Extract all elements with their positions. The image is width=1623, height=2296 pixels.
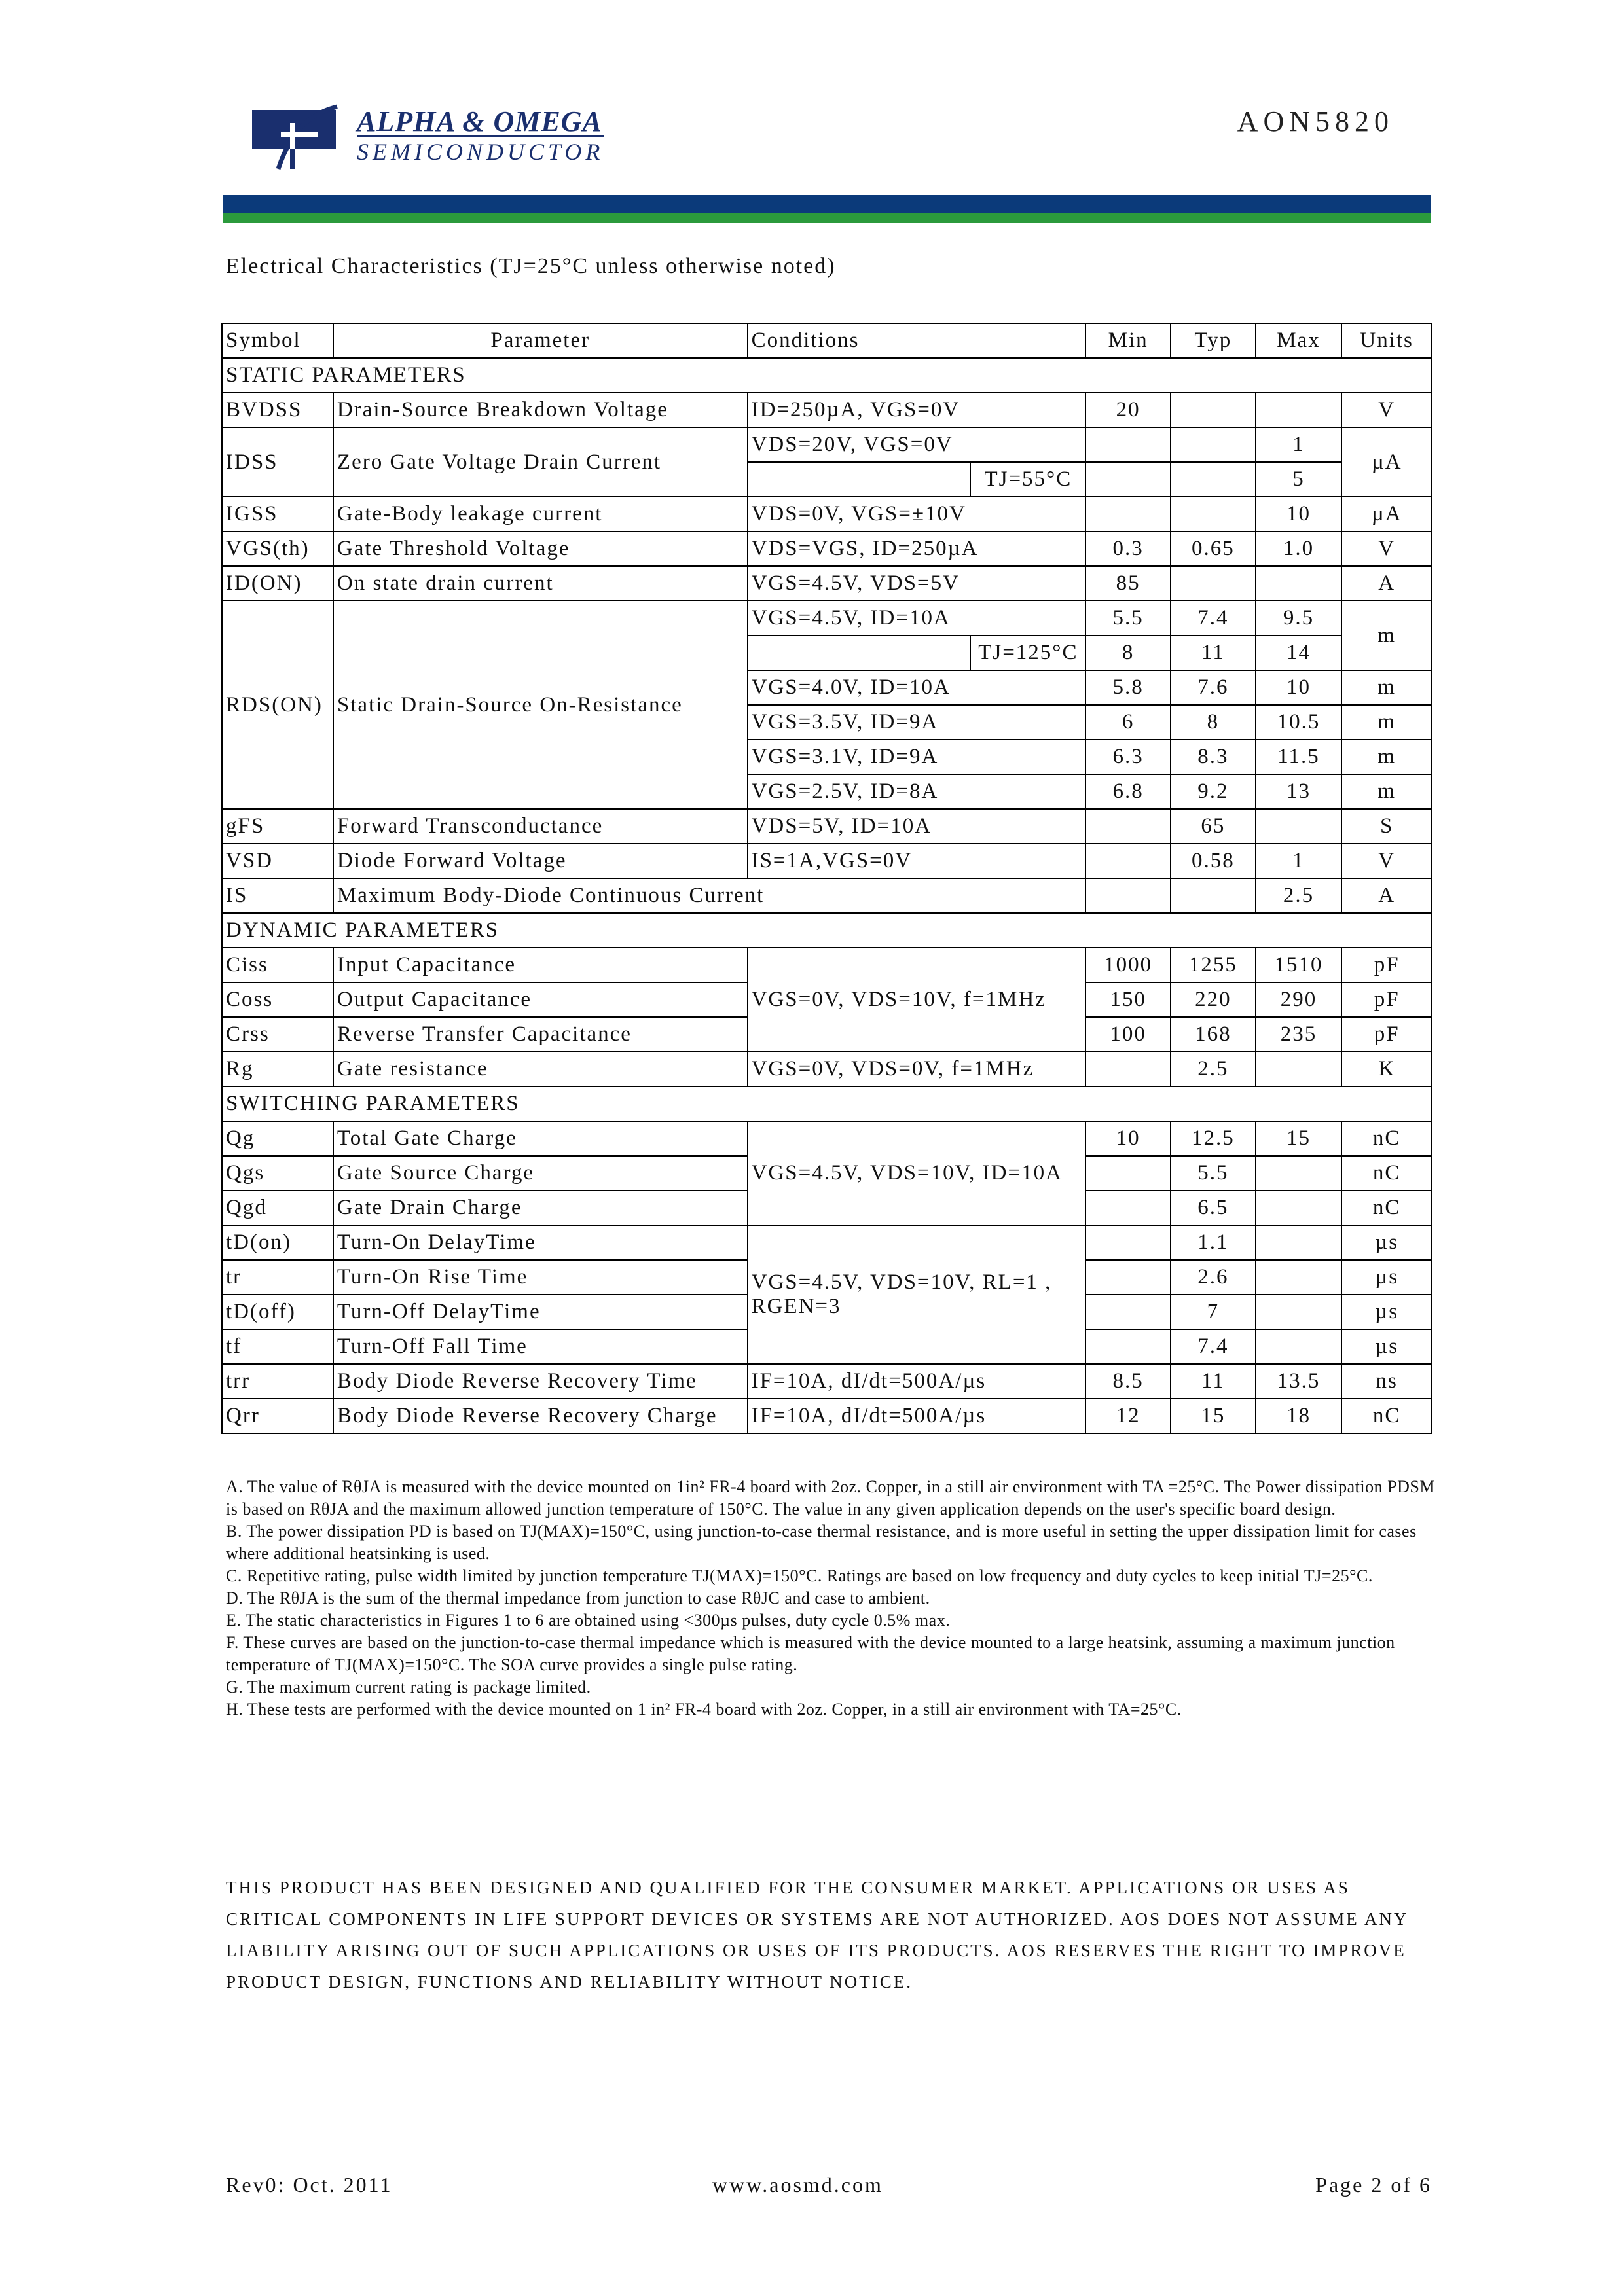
header-navy-bar <box>223 195 1431 213</box>
min-cell: 6 <box>1085 705 1171 740</box>
typ-cell: 65 <box>1171 809 1256 844</box>
footnote: F. These curves are based on the junction-to-case thermal impedance which is measured with the device mounted to a large heatsink, assuming a maximum junction temperature of TJ(MAX)=150°C. The SOA curve provides a single pulse rating. <box>226 1633 1395 1674</box>
max-cell: 14 <box>1256 636 1342 670</box>
condition-cell: VGS=3.5V, ID=9A <box>748 705 1086 740</box>
min-cell: 6.3 <box>1085 740 1171 774</box>
typ-cell <box>1171 393 1256 427</box>
table-row <box>222 427 1432 462</box>
typ-cell: 5.5 <box>1171 1156 1256 1191</box>
header-units: Units <box>1341 323 1432 358</box>
parameter-cell: Drain-Source Breakdown Voltage <box>333 393 748 427</box>
min-cell: 5.8 <box>1085 670 1171 705</box>
unit-cell: m <box>1341 601 1432 670</box>
unit-cell: µs <box>1341 1329 1432 1364</box>
typ-cell: 11 <box>1171 636 1256 670</box>
symbol-cell: Coss <box>222 982 333 1017</box>
min-cell: 8 <box>1085 636 1171 670</box>
section-title: Electrical Characteristics (TJ=25°C unless otherwise noted) <box>226 254 836 278</box>
max-cell: 5 <box>1256 462 1342 497</box>
max-cell: 10.5 <box>1256 705 1342 740</box>
max-cell: 11.5 <box>1256 740 1342 774</box>
symbol-cell: IGSS <box>222 497 333 531</box>
typ-cell: 7.4 <box>1171 1329 1256 1364</box>
parameter-cell: Total Gate Charge <box>333 1121 748 1156</box>
unit-cell: A <box>1341 566 1432 601</box>
table-row <box>222 878 1432 913</box>
condition-cell: VGS=0V, VDS=10V, f=1MHz <box>748 948 1086 1052</box>
section-static: STATIC PARAMETERS <box>222 358 1432 393</box>
unit-cell: A <box>1341 878 1432 913</box>
symbol-cell: tr <box>222 1260 333 1295</box>
section-switching: SWITCHING PARAMETERS <box>222 1086 1432 1121</box>
condition-cell: TJ=125°C <box>970 636 1085 670</box>
typ-cell: 15 <box>1171 1399 1256 1433</box>
unit-cell: m <box>1341 705 1432 740</box>
parameter-cell: Body Diode Reverse Recovery Charge <box>333 1399 748 1433</box>
typ-cell: 7.4 <box>1171 601 1256 636</box>
condition-cell <box>748 1225 1086 1364</box>
typ-cell: 168 <box>1171 1017 1256 1052</box>
condition-cell: VGS=3.1V, ID=9A <box>748 740 1086 774</box>
unit-cell: µs <box>1341 1295 1432 1329</box>
max-cell: 18 <box>1256 1399 1342 1433</box>
unit-cell: nC <box>1341 1121 1432 1156</box>
table-row <box>222 948 1432 982</box>
unit-cell: µs <box>1341 1260 1432 1295</box>
unit-cell: pF <box>1341 982 1432 1017</box>
table-row <box>222 809 1432 844</box>
parameter-cell: Input Capacitance <box>333 948 748 982</box>
table-row <box>222 1364 1432 1399</box>
parameter-cell: Turn-Off DelayTime <box>333 1295 748 1329</box>
symbol-cell: Crss <box>222 1017 333 1052</box>
condition-cell: VGS=0V, VDS=0V, f=1MHz <box>748 1052 1086 1086</box>
min-cell: 85 <box>1085 566 1171 601</box>
parameter-cell: Gate resistance <box>333 1052 748 1086</box>
symbol-cell: Qgd <box>222 1191 333 1225</box>
company-logo <box>252 103 645 175</box>
typ-cell: 9.2 <box>1171 774 1256 809</box>
condition-cell: VDS=VGS, ID=250µA <box>748 531 1086 566</box>
typ-cell: 8 <box>1171 705 1256 740</box>
parameter-cell: Output Capacitance <box>333 982 748 1017</box>
parameter-cell: Reverse Transfer Capacitance <box>333 1017 748 1052</box>
max-cell: 9.5 <box>1256 601 1342 636</box>
symbol-cell: BVDSS <box>222 393 333 427</box>
symbol-cell: tD(on) <box>222 1225 333 1260</box>
footnote: B. The power dissipation PD is based on TJ(MAX)=150°C, using junction-to-case thermal resistance, and is more useful in setting the upper dissipation limit for cases where additional heatsinking is used. <box>226 1522 1417 1563</box>
table-row <box>222 1121 1432 1156</box>
unit-cell: K <box>1341 1052 1432 1086</box>
symbol-cell: Qrr <box>222 1399 333 1433</box>
typ-cell: 12.5 <box>1171 1121 1256 1156</box>
condition-cell: IF=10A, dI/dt=500A/µs <box>748 1399 1086 1433</box>
typ-cell: 2.5 <box>1171 1052 1256 1086</box>
unit-cell: V <box>1341 844 1432 878</box>
symbol-cell: IS <box>222 878 333 913</box>
symbol-cell: Rg <box>222 1052 333 1086</box>
footer-revision: Rev0: Oct. 2011 <box>226 2173 393 2197</box>
electrical-characteristics-table <box>221 323 1432 1434</box>
parameter-cell: Maximum Body-Diode Continuous Current <box>333 878 1085 913</box>
section-dynamic: DYNAMIC PARAMETERS <box>222 913 1432 948</box>
symbol-cell: tf <box>222 1329 333 1364</box>
part-number: AON5820 <box>1237 105 1394 137</box>
min-cell: 0.3 <box>1085 531 1171 566</box>
footnote: E. The static characteristics in Figures 1 to 6 are obtained using <300µs pulses, duty cycle 0.5% max. <box>226 1611 951 1630</box>
footnote: D. The RθJA is the sum of the thermal impedance from junction to case RθJC and case to ambient. <box>226 1588 930 1607</box>
alpha-omega-logo-icon <box>252 103 350 174</box>
min-cell: 150 <box>1085 982 1171 1017</box>
max-cell <box>1256 393 1342 427</box>
max-cell: 1 <box>1256 844 1342 878</box>
symbol-cell: VSD <box>222 844 333 878</box>
condition-line: VGS=4.5V, VDS=10V, RL=1 , <box>751 1270 1052 1294</box>
header-parameter: Parameter <box>333 323 748 358</box>
max-cell: 1.0 <box>1256 531 1342 566</box>
unit-cell: V <box>1341 393 1432 427</box>
unit-cell: nC <box>1341 1156 1432 1191</box>
parameter-cell: Gate Source Charge <box>333 1156 748 1191</box>
parameter-cell: Turn-Off Fall Time <box>333 1329 748 1364</box>
parameter-cell: Gate-Body leakage current <box>333 497 748 531</box>
company-subtitle: SEMICONDUCTOR <box>357 135 604 166</box>
max-cell: 13.5 <box>1256 1364 1342 1399</box>
min-cell: 100 <box>1085 1017 1171 1052</box>
symbol-cell: RDS(ON) <box>222 601 333 809</box>
typ-cell: 7 <box>1171 1295 1256 1329</box>
footnote: A. The value of RθJA is measured with the device mounted on 1in² FR-4 board with 2oz. Copper, in a still air environment with TA =25°C. The Power dissipation PDSM is based on RθJA and the maximum allowed junction temperature of 150°C. The value in any given application depends on the user's specific board design. <box>226 1477 1435 1518</box>
unit-cell: m <box>1341 740 1432 774</box>
condition-cell: IS=1A,VGS=0V <box>748 844 1086 878</box>
max-cell: 10 <box>1256 670 1342 705</box>
condition-cell: VDS=20V, VGS=0V <box>748 427 1086 462</box>
table-row <box>222 1052 1432 1086</box>
unit-cell: pF <box>1341 948 1432 982</box>
parameter-cell: On state drain current <box>333 566 748 601</box>
table-row <box>222 844 1432 878</box>
condition-cell: VGS=2.5V, ID=8A <box>748 774 1086 809</box>
table-row <box>222 1225 1432 1260</box>
symbol-cell: VGS(th) <box>222 531 333 566</box>
condition-cell: VGS=4.5V, VDS=10V, ID=10A <box>748 1121 1086 1225</box>
min-cell: 5.5 <box>1085 601 1171 636</box>
condition-cell: VGS=4.5V, VDS=5V <box>748 566 1086 601</box>
parameter-cell: Gate Threshold Voltage <box>333 531 748 566</box>
condition-cell: VGS=4.0V, ID=10A <box>748 670 1086 705</box>
header-min: Min <box>1085 323 1171 358</box>
symbol-cell: Qg <box>222 1121 333 1156</box>
table-row <box>222 531 1432 566</box>
footnote: C. Repetitive rating, pulse width limited by junction temperature TJ(MAX)=150°C. Ratings are based on low frequency and duty cycles to keep initial TJ=25°C. <box>226 1566 1373 1585</box>
header-symbol: Symbol <box>222 323 333 358</box>
condition-cell: TJ=55°C <box>970 462 1085 497</box>
unit-cell: pF <box>1341 1017 1432 1052</box>
symbol-cell: IDSS <box>222 427 333 497</box>
symbol-cell: Ciss <box>222 948 333 982</box>
typ-cell: 7.6 <box>1171 670 1256 705</box>
condition-cell: VDS=0V, VGS=±10V <box>748 497 1086 531</box>
table-row <box>222 566 1432 601</box>
typ-cell: 11 <box>1171 1364 1256 1399</box>
min-cell: 8.5 <box>1085 1364 1171 1399</box>
parameter-cell: Static Drain-Source On-Resistance <box>333 601 748 809</box>
condition-cell: ID=250µA, VGS=0V <box>748 393 1086 427</box>
max-cell: 10 <box>1256 497 1342 531</box>
max-cell: 15 <box>1256 1121 1342 1156</box>
unit-cell: m <box>1341 670 1432 705</box>
header-typ: Typ <box>1171 323 1256 358</box>
parameter-cell: Body Diode Reverse Recovery Time <box>333 1364 748 1399</box>
condition-cell: VDS=5V, ID=10A <box>748 809 1086 844</box>
footer-page-number: Page 2 of 6 <box>1315 2173 1432 2197</box>
typ-cell: 1.1 <box>1171 1225 1256 1260</box>
max-cell: 13 <box>1256 774 1342 809</box>
max-cell: 1 <box>1256 427 1342 462</box>
typ-cell: 220 <box>1171 982 1256 1017</box>
min-cell: 6.8 <box>1085 774 1171 809</box>
disclaimer: THIS PRODUCT HAS BEEN DESIGNED AND QUALIFIED FOR THE CONSUMER MARKET. APPLICATIONS OR USES AS CRITICAL COMPONENTS IN LIFE SUPPORT DEVICES OR SYSTEMS ARE NOT AUTHORIZED. AOS DOES NOT ASSUME ANY LIABILITY ARISING OUT OF SUCH APPLICATIONS OR USES OF ITS PRODUCTS. AOS RESERVES THE RIGHT TO IMPROVE PRODUCT DESIGN, FUNCTIONS AND RELIABILITY WITHOUT NOTICE. <box>226 1878 1408 1992</box>
typ-cell: 0.58 <box>1171 844 1256 878</box>
typ-cell: 0.65 <box>1171 531 1256 566</box>
parameter-cell: Forward Transconductance <box>333 809 748 844</box>
condition-cell: VGS=4.5V, ID=10A <box>748 601 1086 636</box>
symbol-cell: gFS <box>222 809 333 844</box>
typ-cell: 6.5 <box>1171 1191 1256 1225</box>
typ-cell: 1255 <box>1171 948 1256 982</box>
parameter-cell: Turn-On Rise Time <box>333 1260 748 1295</box>
symbol-cell: tD(off) <box>222 1295 333 1329</box>
max-cell: 1510 <box>1256 948 1342 982</box>
min-cell: 1000 <box>1085 948 1171 982</box>
table-row <box>222 601 1432 636</box>
symbol-cell: Qgs <box>222 1156 333 1191</box>
unit-cell: m <box>1341 774 1432 809</box>
parameter-cell: Turn-On DelayTime <box>333 1225 748 1260</box>
max-cell: 2.5 <box>1256 878 1342 913</box>
table-row <box>222 1399 1432 1433</box>
symbol-cell: trr <box>222 1364 333 1399</box>
header-green-bar <box>223 213 1431 223</box>
table-row <box>222 497 1432 531</box>
unit-cell: nC <box>1341 1399 1432 1433</box>
unit-cell: µA <box>1341 497 1432 531</box>
parameter-cell: Diode Forward Voltage <box>333 844 748 878</box>
condition-line: RGEN=3 <box>751 1295 841 1318</box>
table-header-row <box>222 323 1432 358</box>
unit-cell: µs <box>1341 1225 1432 1260</box>
typ-cell: 2.6 <box>1171 1260 1256 1295</box>
max-cell: 290 <box>1256 982 1342 1017</box>
company-name: ALPHA & OMEGA <box>357 105 602 137</box>
header-max: Max <box>1256 323 1342 358</box>
unit-cell: µA <box>1341 427 1432 497</box>
symbol-cell: ID(ON) <box>222 566 333 601</box>
unit-cell: nC <box>1341 1191 1432 1225</box>
footnote: G. The maximum current rating is package limited. <box>226 1677 591 1696</box>
table-row <box>222 393 1432 427</box>
min-cell: 10 <box>1085 1121 1171 1156</box>
condition-cell: IF=10A, dI/dt=500A/µs <box>748 1364 1086 1399</box>
unit-cell: S <box>1341 809 1432 844</box>
min-cell: 20 <box>1085 393 1171 427</box>
header-conditions: Conditions <box>748 323 1086 358</box>
parameter-cell: Zero Gate Voltage Drain Current <box>333 427 748 497</box>
footnote: H. These tests are performed with the device mounted on 1 in² FR-4 board with 2oz. Copper, in a still air environment with TA=25°C. <box>226 1700 1182 1719</box>
unit-cell: ns <box>1341 1364 1432 1399</box>
typ-cell: 8.3 <box>1171 740 1256 774</box>
footer-website: www.aosmd.com <box>712 2173 883 2197</box>
min-cell: 12 <box>1085 1399 1171 1433</box>
max-cell: 235 <box>1256 1017 1342 1052</box>
footnotes <box>226 1476 1437 1721</box>
parameter-cell: Gate Drain Charge <box>333 1191 748 1225</box>
unit-cell: V <box>1341 531 1432 566</box>
